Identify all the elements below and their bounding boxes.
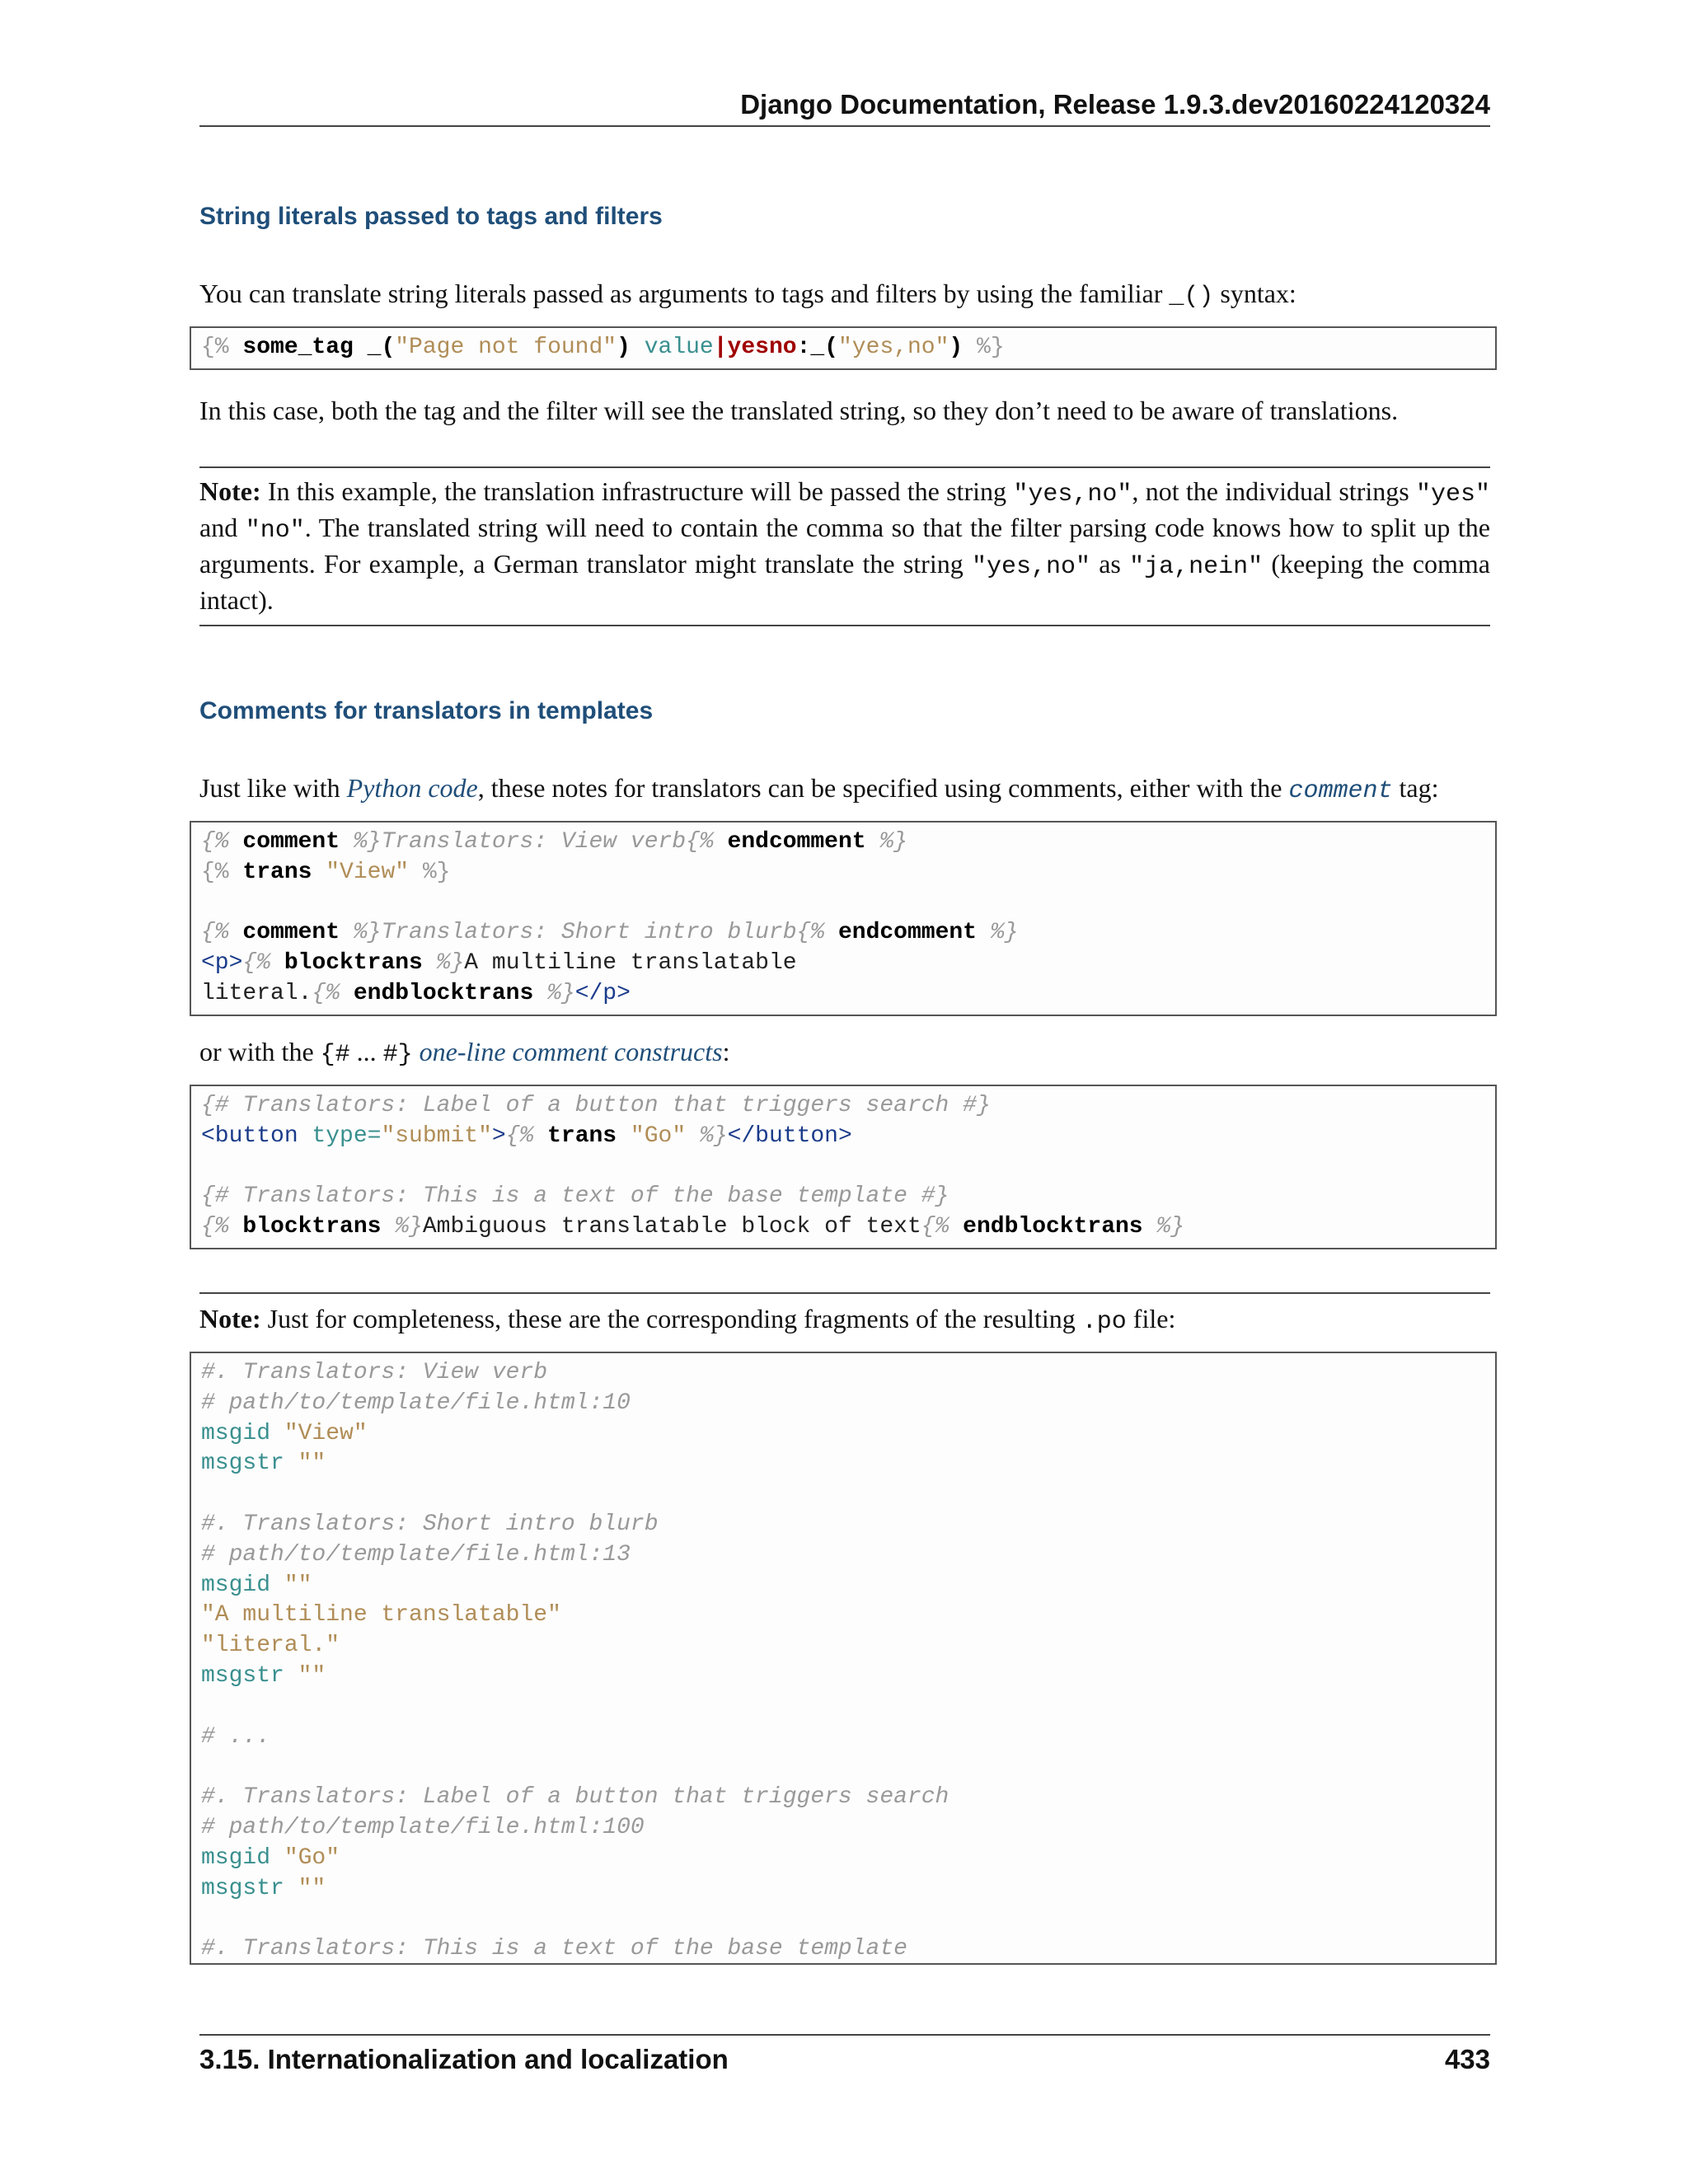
section-heading-string-literals: String literals passed to tags and filters bbox=[199, 203, 663, 230]
paragraph-one-line-comments: or with the {# ... #} one-line comment constructs: bbox=[199, 1037, 730, 1069]
running-header: Django Documentation, Release 1.9.3.dev20160224120324 bbox=[199, 89, 1490, 127]
one-line-comment-link[interactable]: one-line comment constructs bbox=[419, 1037, 723, 1066]
paragraph-intro-string-literals: You can translate string literals passed as arguments to tags and filters by using the familiar _() syntax: bbox=[199, 279, 1296, 311]
page-footer bbox=[199, 2034, 1490, 2075]
note-label: Note: bbox=[199, 476, 261, 506]
comment-tag-link[interactable]: comment bbox=[1288, 777, 1393, 805]
code-block-template-comments: {% comment %}Translators: View verb{% endcomment %} {% trans "View" %} {% comment %}Translators: Short intro blurb{% endcomment %} <p>{% blocktrans %}A multiline translatable literal.{% endblocktrans %}</p> bbox=[190, 821, 1497, 1016]
note-label: Note: bbox=[199, 1304, 261, 1333]
note-text: Note: In this example, the translation infrastructure will be passed the string "yes,no", not the individual strings "yes" and "no". The translated string will need to contain the comma so that the filter parsing code knows how to split up the arguments. For example, a German translator might translate the string "yes,no" as "ja,nein" (keeping the comma intact). bbox=[199, 476, 1491, 615]
code-block-po-file: #. Translators: View verb # path/to/template/file.html:10 msgid "View" msgstr "" #. Translators: Short intro blurb # path/to/template/file.html:13 msgid "" "A multiline translatable" "literal." msgstr "" # ... #. Translators: Label of a button that triggers search # path/to/template/file.html:100 msgid "Go" msgstr "" #. Translators: This is a text of the base template bbox=[190, 1352, 1497, 1965]
python-code-link[interactable]: Python code bbox=[346, 773, 478, 803]
footer-section-title: 3.15. Internationalization and localization bbox=[199, 2044, 729, 2074]
page-number: 433 bbox=[1444, 2044, 1490, 2074]
paragraph-after-code: In this case, both the tag and the filter will see the translated string, so they don’t need to be aware of translations. bbox=[199, 396, 1399, 425]
note-box-po-file bbox=[199, 1292, 1490, 1347]
paragraph-intro-comments: Just like with Python code, these notes for translators can be specified using comments, either with the comment tag: bbox=[199, 773, 1439, 805]
code-block-one-line-comments: {# Translators: Label of a button that triggers search #} <button type="submit">{% trans "Go" %}</button> {# Translators: This is a text of the base template #} {% blocktrans %}Ambiguous translatable block of text{% endblocktrans %} bbox=[190, 1085, 1497, 1249]
note-text: Note: Just for completeness, these are the corresponding fragments of the resulting .po file: bbox=[199, 1304, 1176, 1336]
code-block-some-tag: {% some_tag _("Page not found") value|yesno:_("yes,no") %} bbox=[190, 326, 1497, 370]
section-heading-comments-translators: Comments for translators in templates bbox=[199, 697, 654, 724]
note-box-yes-no bbox=[199, 466, 1490, 626]
inline-code: _() bbox=[1169, 283, 1214, 311]
